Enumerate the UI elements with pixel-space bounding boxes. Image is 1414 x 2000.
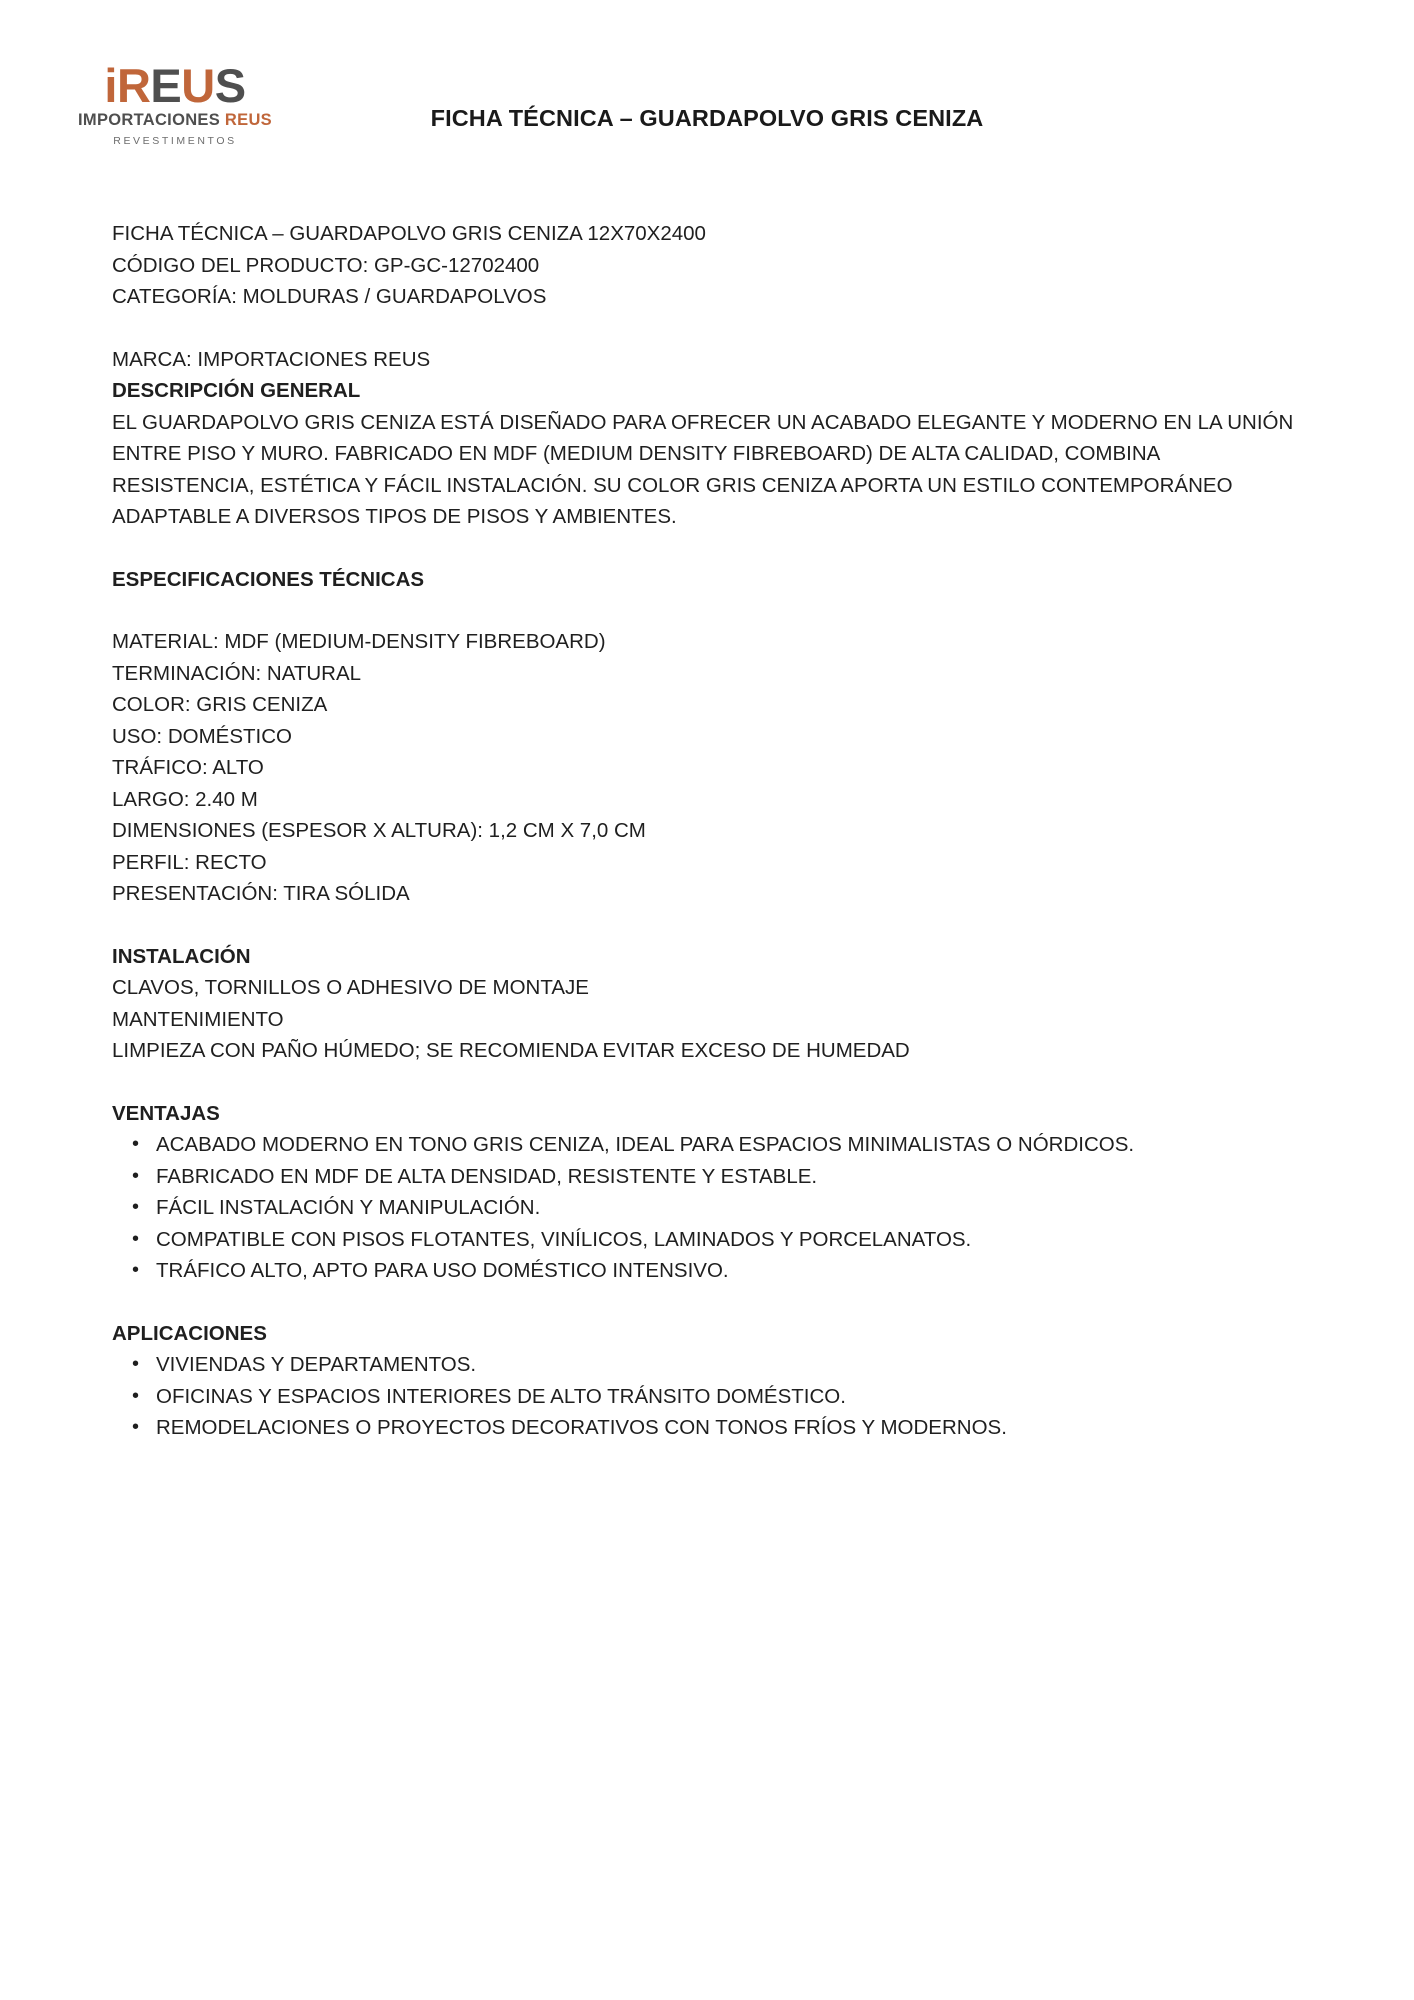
logo-i-letter: i <box>104 59 117 112</box>
intro-block <box>112 218 1304 313</box>
header-spacer <box>0 150 1414 218</box>
specs-list <box>112 626 1304 910</box>
spacer-3 <box>112 595 1304 626</box>
brand-line: MARCA: IMPORTACIONES REUS <box>112 347 431 371</box>
spec-color: COLOR: GRIS CENIZA <box>112 693 328 716</box>
advantages-heading: VENTAJAS <box>112 1101 220 1125</box>
installation-line-2: MANTENIMIENTO <box>112 1007 284 1031</box>
installation-heading: INSTALACIÓN <box>112 944 251 968</box>
logo-subtitle-right: REUS <box>224 111 272 129</box>
spec-perfil: PERFIL: RECTO <box>112 850 267 874</box>
applications-list <box>112 1349 1304 1444</box>
list-item: • COMPATIBLE CON PISOS FLOTANTES, VINÍLICOS, LAMINADOS Y PORCELANATOS. <box>156 1224 1304 1256</box>
description-body: EL GUARDAPOLVO GRIS CENIZA ESTÁ DISEÑADO PARA OFRECER UN ACABADO ELEGANTE Y MODERNO EN LA UNIÓN ENTRE PISO Y MURO. FABRICADO EN MDF (MEDIUM DENSITY FIBREBOARD) DE ALTA CALIDAD, COMBINA RESISTENCIA, ESTÉTICA Y FÁCIL INSTALACIÓN. SU COLOR GRIS CENIZA APORTA UN ESTILO CONTEMPORÁNEO ADAPTABLE A DIVERSOS TIPOS DE PISOS Y AMBIENTES. <box>112 410 1294 528</box>
list-item: • ACABADO MODERNO EN TONO GRIS CENIZA, IDEAL PARA ESPACIOS MINIMALISTAS O NÓRDICOS. <box>156 1129 1304 1161</box>
spec-trafico: TRÁFICO: ALTO <box>112 756 264 779</box>
spec-material: MATERIAL: MDF (MEDIUM-DENSITY FIBREBOARD) <box>112 630 606 653</box>
description-heading: DESCRIPCIÓN GENERAL <box>112 379 361 402</box>
list-item: • VIVIENDAS Y DEPARTAMENTOS. <box>156 1349 1304 1381</box>
spec-dimensiones: DIMENSIONES (ESPESOR X ALTURA): 1,2 CM X 7,0 CM <box>112 819 646 842</box>
spacer-1 <box>112 313 1304 344</box>
specs-heading: ESPECIFICACIONES TÉCNICAS <box>112 567 425 591</box>
intro-line-3: CATEGORÍA: MOLDURAS / GUARDAPOLVOS <box>112 285 547 308</box>
spec-terminacion: TERMINACIÓN: NATURAL <box>112 661 362 685</box>
spacer-5 <box>112 1067 1304 1098</box>
installation-line-3: LIMPIEZA CON PAÑO HÚMEDO; SE RECOMIENDA EVITAR EXCESO DE HUMEDAD <box>112 1039 910 1062</box>
logo-wordmark <box>60 59 290 112</box>
logo-subtitle-left: IMPORTACIONES <box>78 111 221 129</box>
spec-largo: LARGO: 2.40 M <box>112 787 258 811</box>
document-header <box>0 0 1414 150</box>
list-item: • FÁCIL INSTALACIÓN Y MANIPULACIÓN. <box>156 1192 1304 1224</box>
spacer-6 <box>112 1287 1304 1318</box>
list-item: • REMODELACIONES O PROYECTOS DECORATIVOS CON TONOS FRÍOS Y MODERNOS. <box>156 1412 1304 1444</box>
document-body <box>0 218 1414 1444</box>
spec-presentacion: PRESENTACIÓN: TIRA SÓLIDA <box>112 882 410 905</box>
installation-line-1: CLAVOS, TORNILLOS O ADHESIVO DE MONTAJE <box>112 976 589 999</box>
spec-uso: USO: DOMÉSTICO <box>112 724 292 748</box>
list-item: • FABRICADO EN MDF DE ALTA DENSIDAD, RESISTENTE Y ESTABLE. <box>156 1161 1304 1193</box>
logo-reus-letters: REUS <box>116 59 246 112</box>
list-item: • OFICINAS Y ESPACIOS INTERIORES DE ALTO TRÁNSITO DOMÉSTICO. <box>156 1381 1304 1413</box>
advantages-list <box>112 1129 1304 1287</box>
spacer-4 <box>112 910 1304 941</box>
applications-heading: APLICACIONES <box>112 1321 267 1345</box>
spacer-2 <box>112 533 1304 564</box>
page-title: FICHA TÉCNICA – GUARDAPOLVO GRIS CENIZA <box>430 105 984 131</box>
intro-line-1: FICHA TÉCNICA – GUARDAPOLVO GRIS CENIZA 12X70X2400 <box>112 222 706 245</box>
intro-line-2: CÓDIGO DEL PRODUCTO: GP-GC-12702400 <box>112 253 540 277</box>
list-item: • TRÁFICO ALTO, APTO PARA USO DOMÉSTICO INTENSIVO. <box>156 1255 1304 1287</box>
logo-tagline: REVESTIMENTOS <box>113 135 237 147</box>
